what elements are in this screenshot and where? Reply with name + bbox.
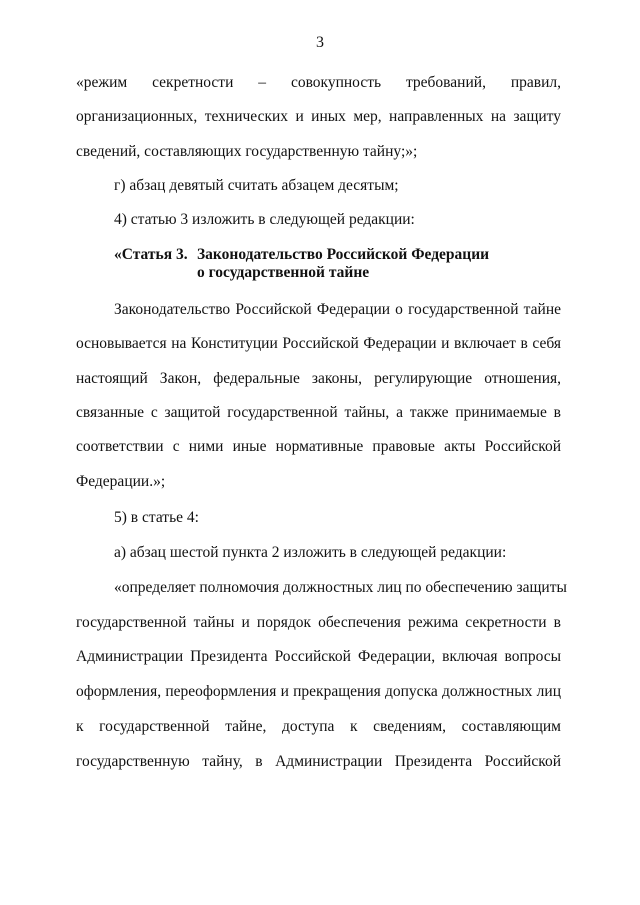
text-line: а) абзац шестой пункта 2 изложить в следующей редакции: (114, 544, 507, 561)
text-line: Законодательство Российской Федерации о государственной тайне (114, 301, 561, 318)
text-line: основывается на Конституции Российской Федерации и включает в себя (76, 335, 561, 352)
text-line: связанные с защитой государственной тайны, а также принимаемые в (76, 404, 561, 421)
text-line: г) абзац девятый считать абзацем десятым; (114, 177, 399, 194)
article-number: «Статья 3. (114, 246, 188, 263)
text-line: 5) в статье 4: (114, 509, 199, 526)
text-line: сведений, составляющих государственную тайну;»; (76, 143, 418, 160)
page-number: 3 (316, 34, 324, 51)
text-line: государственную тайну, в Администрации Президента Российской (76, 753, 561, 770)
text-line: настоящий Закон, федеральные законы, регулирующие отношения, (76, 370, 561, 387)
text-line: Федерации.»; (76, 473, 166, 490)
text-line: оформления, переоформления и прекращения допуска должностных лиц (76, 683, 561, 700)
text-line: «определяет полномочия должностных лиц по обеспечению защиты (114, 579, 567, 596)
text-line: «режим секретности – совокупность требований, правил, (76, 74, 561, 91)
text-line: Администрации Президента Российской Федерации, включая вопросы (76, 648, 561, 665)
article-title-line1: Законодательство Российской Федерации (197, 246, 490, 263)
text-line: организационных, технических и иных мер, направленных на защиту (76, 108, 561, 125)
text-line: государственной тайны и порядок обеспечения режима секретности в (76, 614, 561, 631)
text-line: к государственной тайне, доступа к сведениям, составляющим (76, 718, 561, 735)
article-title-line2: о государственной тайне (197, 264, 370, 281)
text-line: 4) статью 3 изложить в следующей редакции: (114, 211, 415, 228)
text-line: соответствии с ними иные нормативные правовые акты Российской (76, 438, 561, 455)
